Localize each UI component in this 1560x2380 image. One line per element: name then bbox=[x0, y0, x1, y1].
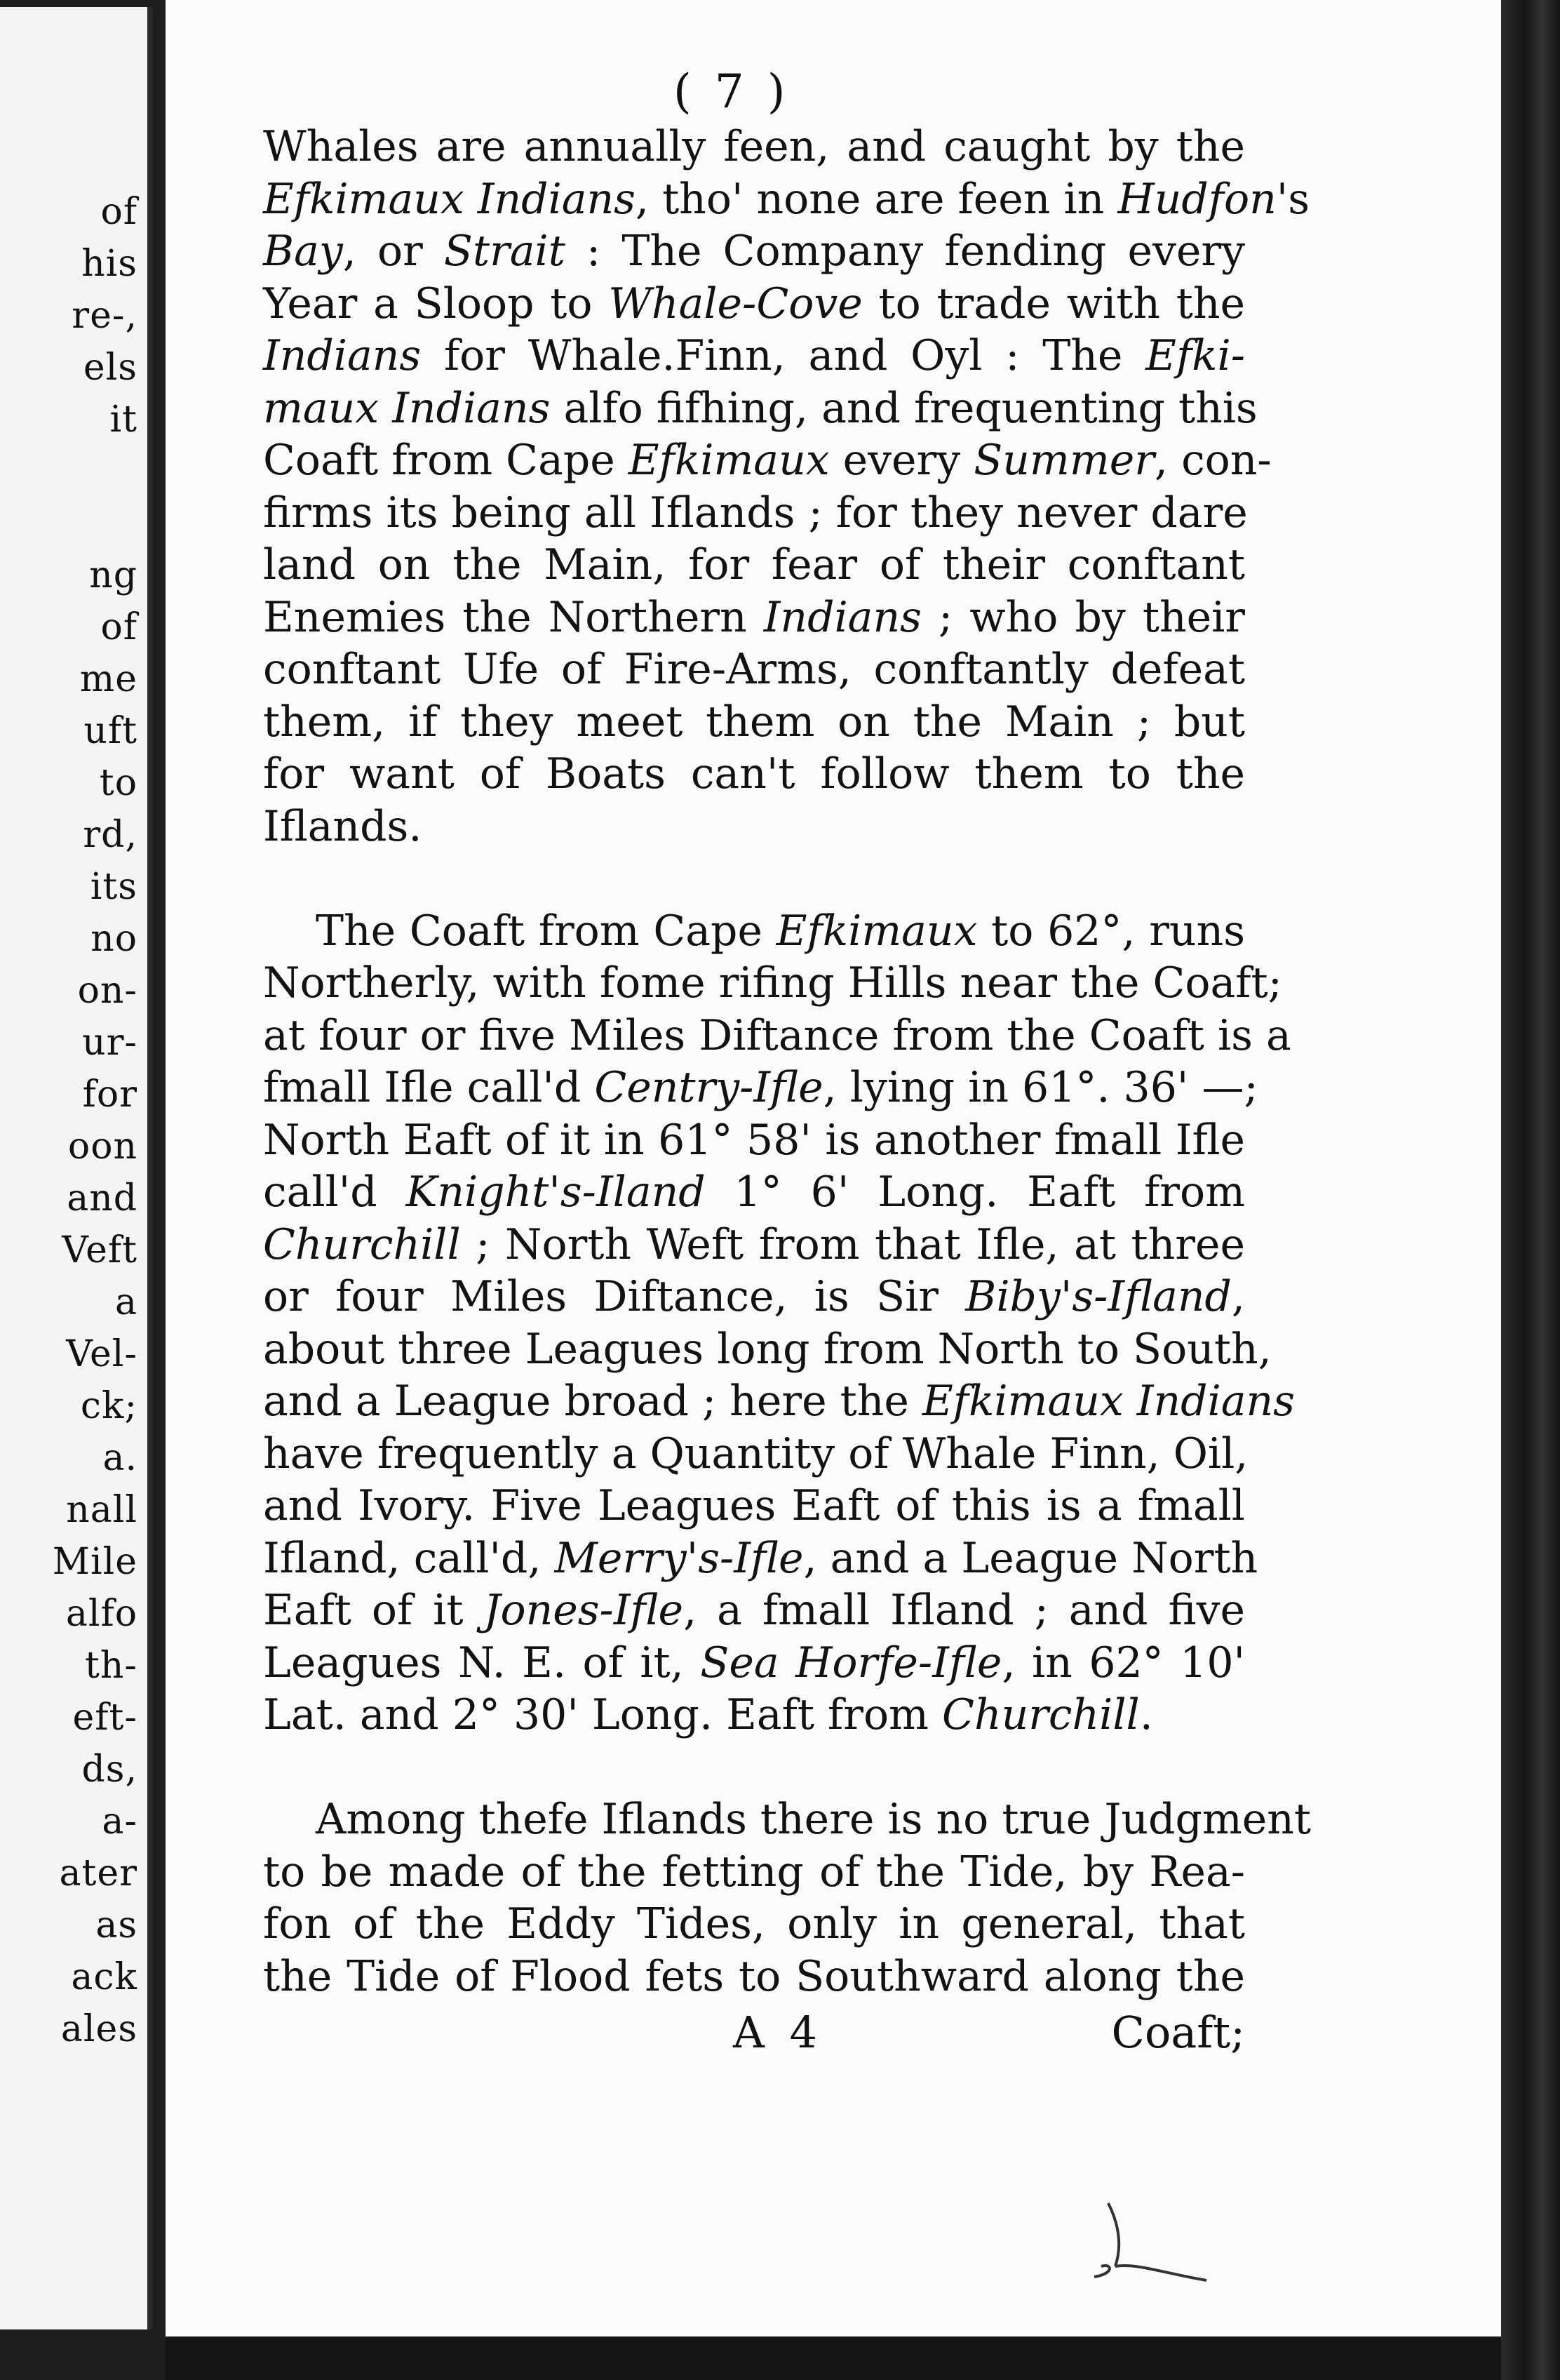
italic-text: Indians bbox=[263, 331, 422, 380]
previous-page-fragment: uft bbox=[83, 710, 137, 752]
text-line bbox=[263, 1428, 1249, 1480]
text-run: and a League broad ; here the bbox=[263, 1377, 922, 1426]
previous-page-fragment: Vel- bbox=[66, 1333, 137, 1375]
text-run: to be made of the fetting of the Tide, by Rea- bbox=[263, 1847, 1245, 1897]
italic-text: Churchill bbox=[263, 1219, 461, 1269]
previous-page-edge bbox=[0, 7, 153, 2329]
text-line bbox=[263, 1584, 1245, 1637]
previous-page-fragment: ack bbox=[71, 1956, 137, 1998]
previous-page-fragment: ales bbox=[60, 2008, 137, 2050]
previous-page-fragment: his bbox=[81, 243, 137, 285]
text-run: Leagues N. E. of it, bbox=[263, 1638, 701, 1687]
text-run: Year a Sloop to bbox=[263, 279, 609, 328]
text-line bbox=[263, 1114, 1245, 1167]
text-run: firms its being all Iflands ; for they never dare bbox=[263, 488, 1248, 537]
italic-text: Knight's-Iland bbox=[405, 1168, 706, 1217]
text-line bbox=[263, 225, 1245, 278]
italic-text: Bay bbox=[263, 227, 343, 276]
text-line bbox=[263, 1689, 1245, 1741]
previous-page-fragment: re-, bbox=[72, 295, 137, 337]
paragraph bbox=[263, 121, 1310, 853]
previous-page-fragment: eft- bbox=[72, 1697, 137, 1739]
page-bottom-shadow bbox=[166, 2336, 1501, 2380]
text-line bbox=[263, 1323, 1272, 1376]
text-run: North Eaft of it in 61° 58' is another fmall Ifle bbox=[263, 1115, 1245, 1165]
text-run: alfo fifhing, and frequenting this bbox=[550, 383, 1258, 433]
previous-page-fragment: on- bbox=[77, 970, 137, 1012]
text-run: land on the Main, for fear of their conftant bbox=[263, 540, 1245, 589]
text-run: : The Company fending every bbox=[565, 227, 1245, 276]
italic-text: Centry-Ifle bbox=[594, 1063, 823, 1112]
previous-page-fragment bbox=[4, 446, 137, 497]
text-run: , and a League North bbox=[803, 1533, 1258, 1583]
text-run: Northerly, with fome rifing Hills near the Coaft; bbox=[263, 958, 1282, 1008]
text-line bbox=[263, 121, 1245, 173]
text-run: ; who by their bbox=[921, 592, 1245, 642]
italic-text: Jones-Ifle bbox=[483, 1586, 684, 1635]
previous-page-fragment: me bbox=[79, 658, 137, 700]
text-run: The Coaft from Cape bbox=[316, 906, 776, 956]
text-line bbox=[263, 748, 1245, 801]
page-footer bbox=[263, 2007, 1245, 2063]
text-run: for Whale.Finn, and Oyl : The bbox=[421, 331, 1146, 380]
italic-text: Sea Horfe-Ifle bbox=[700, 1638, 1002, 1687]
text-run: , a fmall Ifland ; and five bbox=[683, 1586, 1245, 1635]
text-line bbox=[263, 1219, 1245, 1271]
italic-text: maux Indians bbox=[263, 383, 551, 433]
text-run: Coaft from Cape bbox=[263, 436, 628, 485]
text-line bbox=[263, 591, 1245, 644]
previous-page-fragment: Mile bbox=[52, 1541, 137, 1583]
text-line bbox=[263, 905, 1245, 958]
signature-mark: A 4 bbox=[733, 2007, 823, 2058]
italic-text: Biby's-Ifland bbox=[965, 1272, 1232, 1321]
text-line bbox=[263, 1271, 1245, 1323]
previous-page-fragment: of bbox=[100, 606, 137, 648]
italic-text: Strait bbox=[443, 227, 565, 276]
text-line bbox=[263, 173, 1310, 226]
text-run: , in 62° 10' bbox=[1002, 1638, 1245, 1687]
text-run: , or bbox=[342, 227, 444, 276]
italic-text: Churchill bbox=[942, 1690, 1140, 1739]
text-run: conftant Ufe of Fire-Arms, conftantly defeat bbox=[263, 645, 1245, 694]
previous-page-fragment: ater bbox=[59, 1852, 137, 1894]
text-line bbox=[263, 487, 1248, 540]
previous-page-fragment: a. bbox=[102, 1437, 137, 1479]
previous-page-fragment: and bbox=[67, 1177, 137, 1219]
text-run: fmall Ifle call'd bbox=[263, 1063, 595, 1112]
previous-page-fragment bbox=[4, 497, 137, 549]
text-run: the Tide of Flood fets to Southward along the bbox=[263, 1951, 1245, 2001]
italic-text: Hudfon bbox=[1117, 174, 1277, 224]
previous-page-fragment: ng bbox=[89, 554, 137, 596]
text-run: or four Miles Diftance, is Sir bbox=[263, 1272, 966, 1321]
previous-page-fragment: rd, bbox=[83, 814, 137, 856]
text-line bbox=[263, 1480, 1245, 1532]
text-line bbox=[263, 1010, 1291, 1062]
italic-text: Efkimaux Indians bbox=[263, 174, 636, 224]
text-run: call'd bbox=[263, 1168, 406, 1217]
text-run: , lying in 61°. 36' —; bbox=[823, 1063, 1258, 1112]
text-line bbox=[263, 957, 1282, 1010]
italic-text: Efkimaux bbox=[776, 906, 978, 956]
italic-text: Efkimaux Indians bbox=[922, 1377, 1295, 1426]
previous-page-fragment: its bbox=[90, 866, 137, 908]
italic-text: Indians bbox=[763, 592, 922, 642]
text-run: , bbox=[1231, 1272, 1245, 1321]
text-run: , tho' none are feen in bbox=[635, 174, 1118, 224]
paragraph bbox=[263, 1793, 1312, 2003]
previous-page-fragment: Veft bbox=[62, 1229, 137, 1271]
text-line bbox=[263, 643, 1245, 696]
text-line bbox=[263, 696, 1245, 749]
text-line bbox=[263, 1898, 1245, 1951]
text-run: have frequently a Quantity of Whale Finn, Oil, bbox=[263, 1429, 1249, 1478]
text-run: to trade with the bbox=[862, 279, 1245, 328]
paragraph-gap bbox=[263, 1741, 1245, 1794]
italic-text: Whale-Cove bbox=[608, 279, 863, 328]
text-run: 1° 6' Long. Eaft from bbox=[705, 1168, 1245, 1217]
ink-blot-mark bbox=[1080, 2196, 1221, 2287]
text-run: Enemies the Northern bbox=[263, 592, 764, 642]
page-number: ( 7 ) bbox=[673, 65, 790, 119]
previous-page-fragment: no bbox=[90, 918, 137, 960]
text-line bbox=[263, 1846, 1245, 1899]
previous-page-fragment: oon bbox=[67, 1125, 137, 1168]
text-line bbox=[263, 1532, 1258, 1585]
text-run: to 62°, runs bbox=[977, 906, 1245, 956]
previous-page-fragment: th- bbox=[85, 1645, 137, 1687]
text-run: at four or five Miles Diftance from the Coaft is a bbox=[263, 1010, 1291, 1060]
previous-page-fragment: it bbox=[109, 399, 137, 441]
catchword: Coaft; bbox=[1111, 2007, 1245, 2058]
text-run: ; North Weft from that Ifle, at three bbox=[460, 1219, 1245, 1269]
text-line bbox=[263, 801, 1245, 853]
text-run: every bbox=[829, 436, 974, 485]
paragraph-gap bbox=[263, 853, 1245, 905]
previous-page-fragment: to bbox=[99, 762, 137, 804]
text-run: . bbox=[1139, 1690, 1153, 1739]
text-line bbox=[263, 1062, 1258, 1114]
text-run: 's bbox=[1276, 174, 1310, 224]
text-line bbox=[263, 278, 1245, 330]
text-run: Whales are annually feen, and caught by the bbox=[263, 122, 1245, 171]
text-run: Ifland, call'd, bbox=[263, 1533, 555, 1583]
previous-page-fragment: a bbox=[114, 1281, 137, 1323]
text-line bbox=[263, 1951, 1245, 2003]
previous-page-fragment: of bbox=[100, 191, 137, 233]
italic-text: Merry's-Ifle bbox=[554, 1533, 804, 1583]
text-line bbox=[263, 539, 1245, 591]
text-line bbox=[263, 1637, 1245, 1690]
previous-page-fragment: as bbox=[95, 1904, 137, 1946]
previous-page-fragment: ds, bbox=[81, 1749, 137, 1791]
previous-page-fragment: els bbox=[83, 347, 137, 389]
text-run: them, if they meet them on the Main ; but bbox=[263, 697, 1245, 747]
text-line bbox=[263, 1166, 1245, 1219]
text-line bbox=[263, 330, 1245, 382]
text-run: Iflands. bbox=[263, 801, 422, 851]
previous-page-fragment: nall bbox=[66, 1489, 137, 1531]
previous-page-fragment: ck; bbox=[80, 1385, 137, 1427]
previous-page-fragment: for bbox=[82, 1074, 137, 1116]
book-spine-shadow bbox=[1501, 0, 1560, 2380]
text-run: fon of the Eddy Tides, only in general, that bbox=[263, 1899, 1245, 1948]
italic-text: Efki- bbox=[1145, 331, 1245, 380]
text-run: about three Leagues long from North to South, bbox=[263, 1324, 1272, 1374]
text-run: for want of Boats can't follow them to the bbox=[263, 749, 1245, 798]
text-run: and Ivory. Five Leagues Eaft of this is a fmall bbox=[263, 1481, 1245, 1530]
text-run: , con- bbox=[1154, 436, 1272, 485]
text-run: Lat. and 2° 30' Long. Eaft from bbox=[263, 1690, 943, 1739]
body-text bbox=[263, 121, 1312, 2003]
previous-page-fragment: a- bbox=[102, 1800, 137, 1843]
text-line bbox=[263, 382, 1258, 435]
italic-text: Efkimaux bbox=[628, 436, 830, 485]
italic-text: Summer bbox=[974, 436, 1155, 485]
paragraph bbox=[263, 905, 1295, 1741]
text-line bbox=[263, 1375, 1295, 1428]
previous-page-text-fragments bbox=[4, 186, 137, 2055]
previous-page-fragment: alfo bbox=[65, 1593, 137, 1635]
text-line bbox=[263, 434, 1272, 487]
text-run: Eaft of it bbox=[263, 1586, 484, 1635]
previous-page-fragment: ur- bbox=[82, 1022, 137, 1064]
text-line bbox=[263, 1793, 1312, 1846]
text-run: Among thefe Iflands there is no true Judgment bbox=[316, 1795, 1312, 1844]
